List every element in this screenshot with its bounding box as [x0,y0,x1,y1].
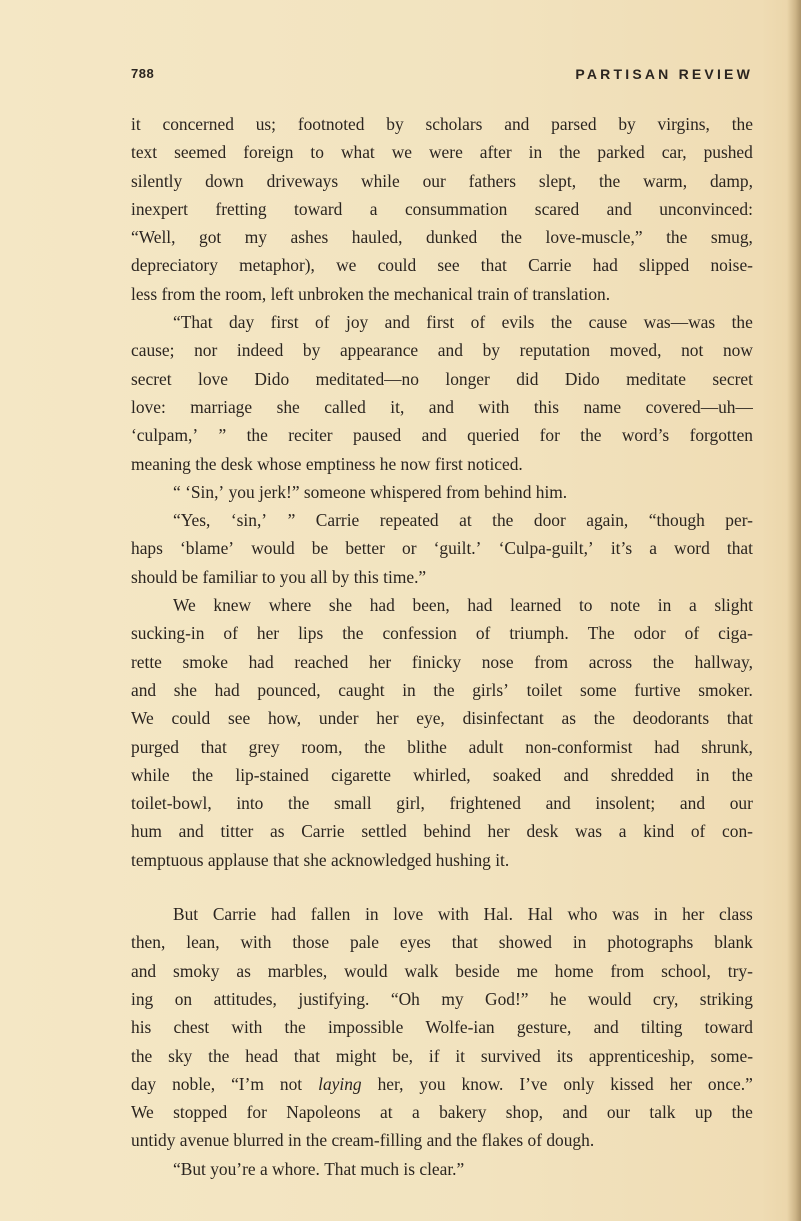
page-number: 788 [131,66,155,81]
text-line: the sky the head that might be, if it survived its apprenticeship, some- [131,1045,753,1066]
journal-title: PARTISAN REVIEW [575,66,753,82]
text-line: ‘culpam,’ ” the reciter paused and queried for the word’s forgotten [131,425,753,446]
text-line: sucking-in of her lips the confession of triumph. The odor of ciga- [131,623,753,644]
text-line: love: marriage she called it, and with this name covered—uh— [131,396,753,417]
text-line: depreciatory metaphor), we could see that Carrie had slipped noise- [131,255,753,276]
text-line: it concerned us; footnoted by scholars and parsed by virgins, the [131,114,753,134]
text-line: ing on attitudes, justifying. “Oh my God!” he would cry, striking [131,988,753,1009]
text-line: haps ‘blame’ would be better or ‘guilt.’ ‘Culpa-guilt,’ it’s a word that [131,538,753,559]
text-line: toilet-bowl, into the small girl, frightened and insolent; and our [131,793,753,814]
section-break [131,874,753,900]
text-line: “That day first of joy and first of evils the cause was—was the [173,312,753,333]
text-line: temptuous applause that she acknowledged hushing it. [131,849,510,870]
text-line: purged that grey room, the blithe adult non-conformist had shrunk, [131,736,753,757]
text-line: We could see how, under her eye, disinfectant as the deodorants that [131,708,753,729]
text-line: “Yes, ‘sin,’ ” Carrie repeated at the door again, “though per- [173,510,753,531]
text-line: his chest with the impossible Wolfe-ian gesture, and tilting toward [131,1017,753,1038]
text-line: while the lip-stained cigarette whirled, soaked and shredded in the [131,764,753,785]
text-line: then, lean, with those pale eyes that showed in photographs blank [131,932,753,953]
text-line: “Well, got my ashes hauled, dunked the love-muscle,” the smug, [131,227,753,248]
text-line: hum and titter as Carrie settled behind her desk was a kind of con- [131,821,753,842]
running-head [131,66,753,86]
text-line: and smoky as marbles, would walk beside me home from school, try- [131,960,753,981]
text-line: should be familiar to you all by this time.” [131,566,427,587]
text-line: cause; nor indeed by appearance and by reputation moved, not now [131,340,753,361]
text-line: We stopped for Napoleons at a bakery shop, and our talk up the [131,1102,753,1123]
text-line: “ ‘Sin,’ you jerk!” someone whispered from behind him. [173,481,568,502]
text-line: “But you’re a whore. That much is clear.” [173,1158,465,1179]
text-line: rette smoke had reached her finicky nose from across the hallway, [131,651,753,672]
page-gutter-shadow [787,0,801,1221]
text-line: day noble, “I’m not laying her, you know. I’ve only kissed her once.” [131,1073,753,1094]
text-line: untidy avenue blurred in the cream-filling and the flakes of dough. [131,1130,595,1151]
text-line: But Carrie had fallen in love with Hal. Hal who was in her class [173,904,753,925]
text-line: We knew where she had been, had learned to note in a slight [173,595,753,616]
text-section-2 [131,900,753,1183]
text-line: text seemed foreign to what we were after in the parked car, pushed [131,142,753,163]
text-section-1 [131,110,753,874]
text-line: silently down driveways while our fathers slept, the warm, damp, [131,170,753,191]
text-line: secret love Dido meditated—no longer did Dido meditate secret [131,368,753,389]
text-line: and she had pounced, caught in the girls’ toilet some furtive smoker. [131,679,753,700]
text-line: inexpert fretting toward a consummation scared and unconvinced: [131,198,753,219]
body-text [131,110,753,1183]
text-line: less from the room, left unbroken the mechanical train of translation. [131,283,611,304]
text-line: meaning the desk whose emptiness he now first noticed. [131,453,523,474]
